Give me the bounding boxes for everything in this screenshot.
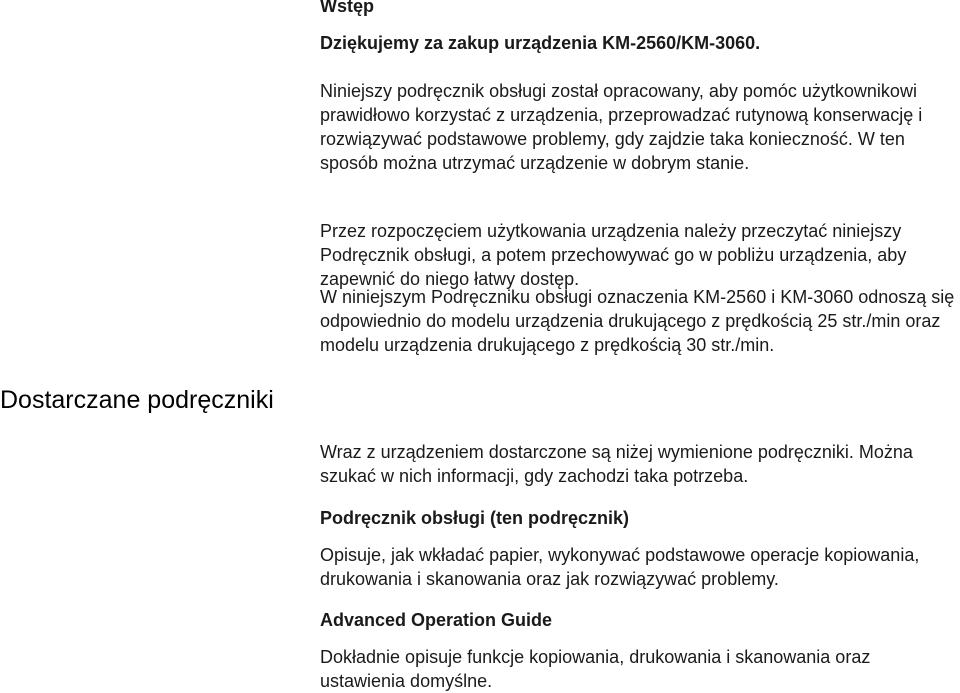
section-heading-intro: Wstęp (320, 0, 374, 16)
manual-title-advanced-guide: Advanced Operation Guide (320, 610, 553, 630)
intro-paragraph-3: W niniejszym Podręczniku obsługi oznaczenia KM-2560 i KM-3060 odnoszą się odpowiednio do modelu urządzenia drukującego z prędkością 25 str./min oraz modelu urządzenia drukującego z prędkością 30 str./min. (320, 287, 955, 355)
manual-description-advanced-guide: Dokładnie opisuje funkcje kopiowania, drukowania i skanowania oraz ustawienia domyślne. (320, 647, 871, 691)
intro-paragraph-1: Niniejszy podręcznik obsługi został opracowany, aby pomóc użytkownikowi prawidłowo korzystać z urządzenia, przeprowadzać rutynową konserwację i rozwiązywać podstawowe problemy, gdy zajdzie taka konieczność. W ten sposób można utrzymać urządzenie w dobrym stanie. (320, 81, 923, 173)
manual-description-operation-guide: Opisuje, jak wkładać papier, wykonywać podstawowe operacje kopiowania, drukowania i skanowania oraz jak rozwiązywać problemy. (320, 545, 920, 589)
thanks-line: Dziękujemy za zakup urządzenia KM-2560/KM-3060. (320, 33, 761, 53)
intro-paragraph-2: Przez rozpoczęciem użytkowania urządzenia należy przeczytać niniejszy Podręcznik obsługi, a potem przechowywać go w pobliżu urządzenia, aby zapewnić do niego łatwy dostęp. (320, 221, 907, 289)
manual-title-operation-guide: Podręcznik obsługi (ten podręcznik) (320, 508, 630, 528)
section-heading-manuals: Dostarczane podręczniki (0, 386, 274, 414)
manuals-intro-paragraph: Wraz z urządzeniem dostarczone są niżej wymienione podręczniki. Można szukać w nich informacji, gdy zachodzi taka potrzeba. (320, 442, 913, 486)
